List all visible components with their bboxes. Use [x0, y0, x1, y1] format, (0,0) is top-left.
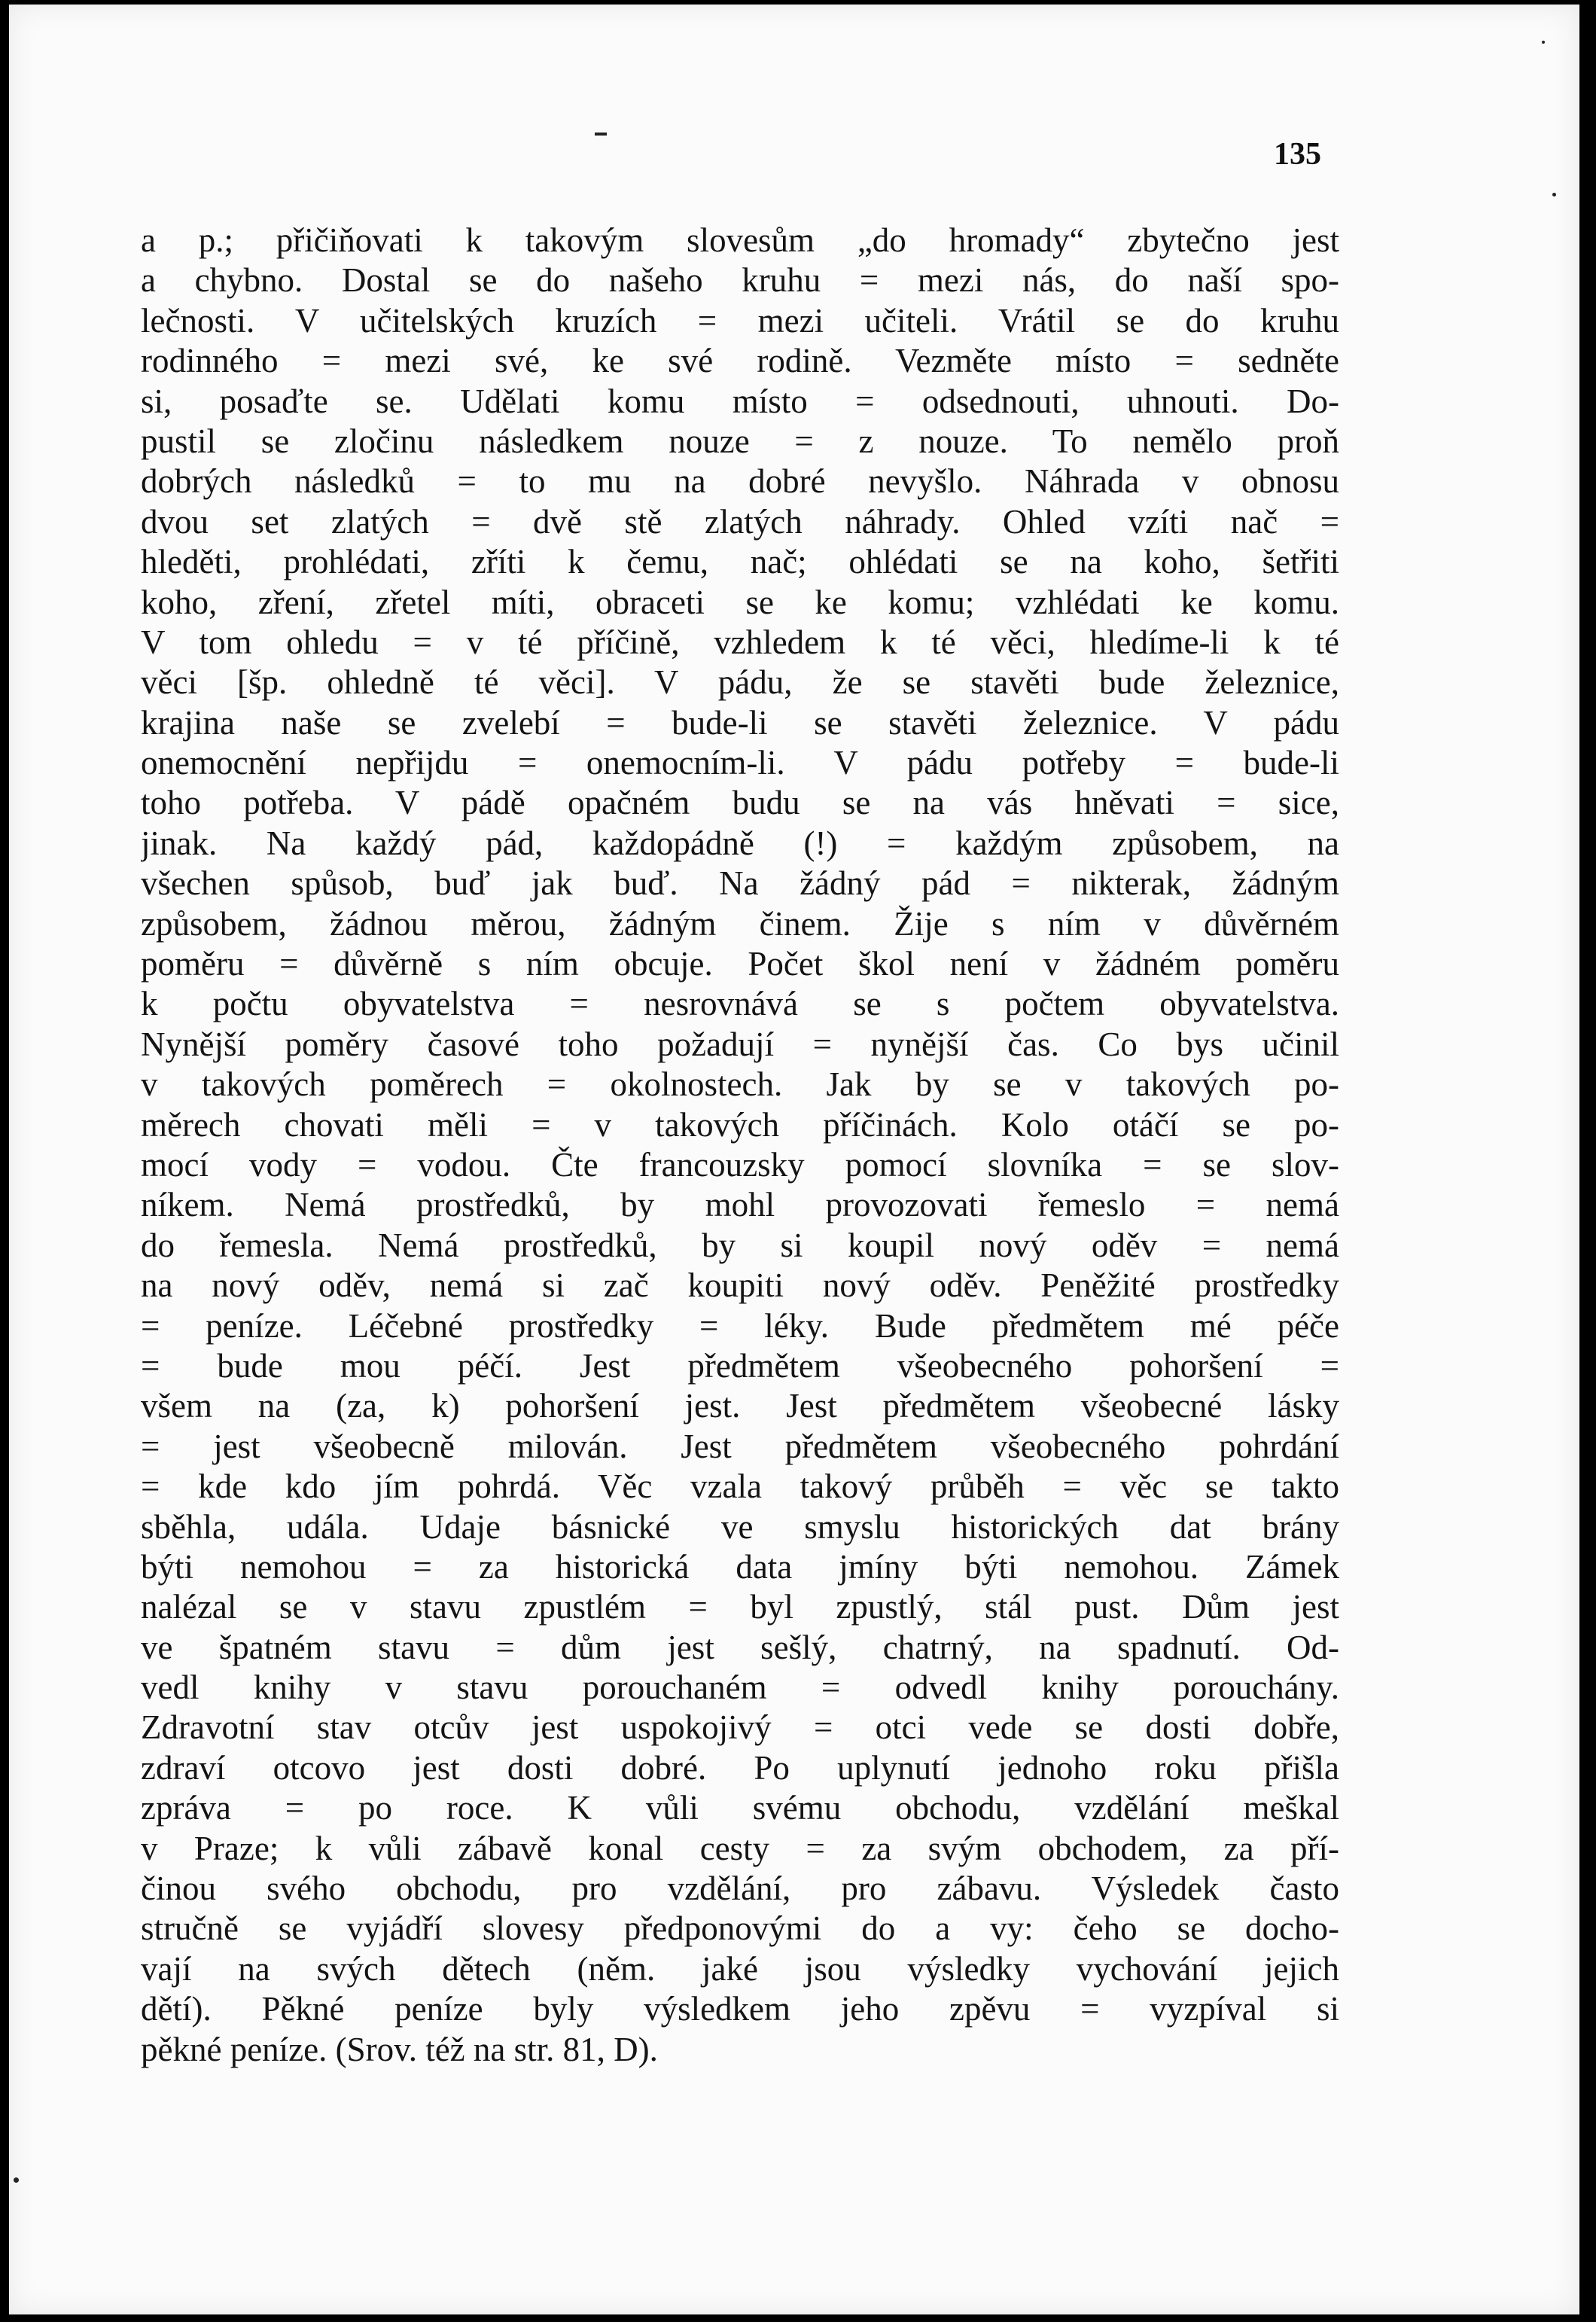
- text-line: do řemesla. Nemá prostředků, by si koupil nový oděv = nemá: [141, 1226, 1339, 1264]
- text-line: V tom ohledu = v té příčině, vzhledem k té věci, hledíme-li k té: [141, 623, 1339, 661]
- text-line: jinak. Na každý pád, každopádně (!) = každým způsobem, na: [141, 824, 1339, 862]
- text-line: způsobem, žádnou měrou, žádným činem. Žije s ním v důvěrném: [141, 904, 1339, 943]
- book-page: [9, 5, 1579, 2314]
- text-line: Nynější poměry časové toho požadují = nynější čas. Co bys učinil: [141, 1025, 1339, 1063]
- text-line: dětí). Pěkné peníze byly výsledkem jeho zpěvu = vyzpíval si: [141, 1990, 1339, 2028]
- text-line: pustil se zločinu následkem nouze = z nouze. To nemělo proň: [141, 422, 1339, 460]
- text-line: = kde kdo jím pohrdá. Věc vzala takový průběh = věc se takto: [141, 1467, 1339, 1506]
- text-line: činou svého obchodu, pro vzdělání, pro zábavu. Výsledek často: [141, 1869, 1339, 1908]
- text-line: měrech chovati měli = v takových příčinách. Kolo otáčí se po-: [141, 1105, 1339, 1144]
- text-line: = peníze. Léčebné prostředky = léky. Bude předmětem mé péče: [141, 1306, 1339, 1345]
- text-line: poměru = důvěrně s ním obcuje. Počet škol není v žádném poměru: [141, 945, 1339, 983]
- text-line: vedl knihy v stavu porouchaném = odvedl knihy porouchány.: [141, 1668, 1339, 1707]
- text-line: dvou set zlatých = dvě stě zlatých náhrady. Ohled vzíti nač =: [141, 502, 1339, 541]
- scan-speck: [14, 2177, 19, 2183]
- text-line: v takových poměrech = okolnostech. Jak by se v takových po-: [141, 1065, 1339, 1104]
- text-line: lečnosti. V učitelských kruzích = mezi učiteli. Vrátil se do kruhu: [141, 301, 1339, 340]
- text-line: níkem. Nemá prostředků, by mohl provozovati řemeslo = nemá: [141, 1186, 1339, 1224]
- text-line: všechen spůsob, buď jak buď. Na žádný pád = nikterak, žádným: [141, 864, 1339, 903]
- text-line: všem na (za, k) pohoršení jest. Jest předmětem všeobecné lásky: [141, 1387, 1339, 1425]
- text-line: k počtu obyvatelstva = nesrovnává se s počtem obyvatelstva.: [141, 985, 1339, 1023]
- text-line: rodinného = mezi své, ke své rodině. Vezměte místo = sedněte: [141, 342, 1339, 380]
- text-line: a p.; přičiňovati k takovým slovesům „do hromady“ zbytečno jest: [141, 221, 1339, 259]
- header-dash: [595, 133, 607, 136]
- scan-speck: [1552, 193, 1556, 197]
- text-line: a chybno. Dostal se do našeho kruhu = mezi nás, do naší spo-: [141, 261, 1339, 300]
- text-line: na nový oděv, nemá si zač koupiti nový oděv. Peněžité prostředky: [141, 1266, 1339, 1305]
- text-line: vají na svých dětech (něm. jaké jsou výsledky vychování jejich: [141, 1949, 1339, 1988]
- text-line: koho, zření, zřetel míti, obraceti se ke komu; vzhlédati ke komu.: [141, 583, 1339, 621]
- text-line: = bude mou péčí. Jest předmětem všeobecného pohoršení =: [141, 1346, 1339, 1385]
- scan-speck: [1542, 41, 1545, 44]
- body-text: [141, 221, 1339, 2070]
- page-number: 135: [1274, 137, 1321, 172]
- text-line: sběhla, udála. Udaje básnické ve smyslu historických dat brány: [141, 1507, 1339, 1546]
- text-line: ve špatném stavu = dům jest sešlý, chatrný, na spadnutí. Od-: [141, 1628, 1339, 1666]
- text-line: stručně se vyjádří slovesy předponovými do a vy: čeho se docho-: [141, 1909, 1339, 1948]
- text-line: toho potřeba. V pádě opačném budu se na vás hněvati = sice,: [141, 784, 1339, 822]
- text-line: zpráva = po roce. K vůli svému obchodu, vzdělání meškal: [141, 1789, 1339, 1827]
- text-line: v Praze; k vůli zábavě konal cesty = za svým obchodem, za pří-: [141, 1829, 1339, 1867]
- text-line: nalézal se v stavu zpustlém = byl zpustlý, stál pust. Dům jest: [141, 1588, 1339, 1626]
- text-line: krajina naše se zvelebí = bude-li se stavěti železnice. V pádu: [141, 703, 1339, 742]
- text-line: mocí vody = vodou. Čte francouzsky pomocí slovníka = se slov-: [141, 1145, 1339, 1184]
- text-line: si, posaďte se. Udělati komu místo = odsednouti, uhnouti. Do-: [141, 382, 1339, 420]
- text-line: býti nemohou = za historická data jmíny býti nemohou. Zámek: [141, 1547, 1339, 1586]
- text-line: onemocnění nepřijdu = onemocním-li. V pádu potřeby = bude-li: [141, 744, 1339, 782]
- text-line: Zdravotní stav otcův jest uspokojivý = otci vede se dosti dobře,: [141, 1708, 1339, 1747]
- text-line: zdraví otcovo jest dosti dobré. Po uplynutí jednoho roku přišla: [141, 1748, 1339, 1787]
- text-line: pěkné peníze. (Srov. též na str. 81, D).: [141, 2030, 658, 2068]
- text-line: = jest všeobecně milován. Jest předmětem všeobecného pohrdání: [141, 1427, 1339, 1465]
- text-line: dobrých následků = to mu na dobré nevyšlo. Náhrada v obnosu: [141, 462, 1339, 501]
- text-line: věci [šp. ohledně té věci]. V pádu, že se stavěti bude železnice,: [141, 663, 1339, 702]
- text-line: hleděti, prohlédati, zříti k čemu, nač; ohlédati se na koho, šetřiti: [141, 543, 1339, 581]
